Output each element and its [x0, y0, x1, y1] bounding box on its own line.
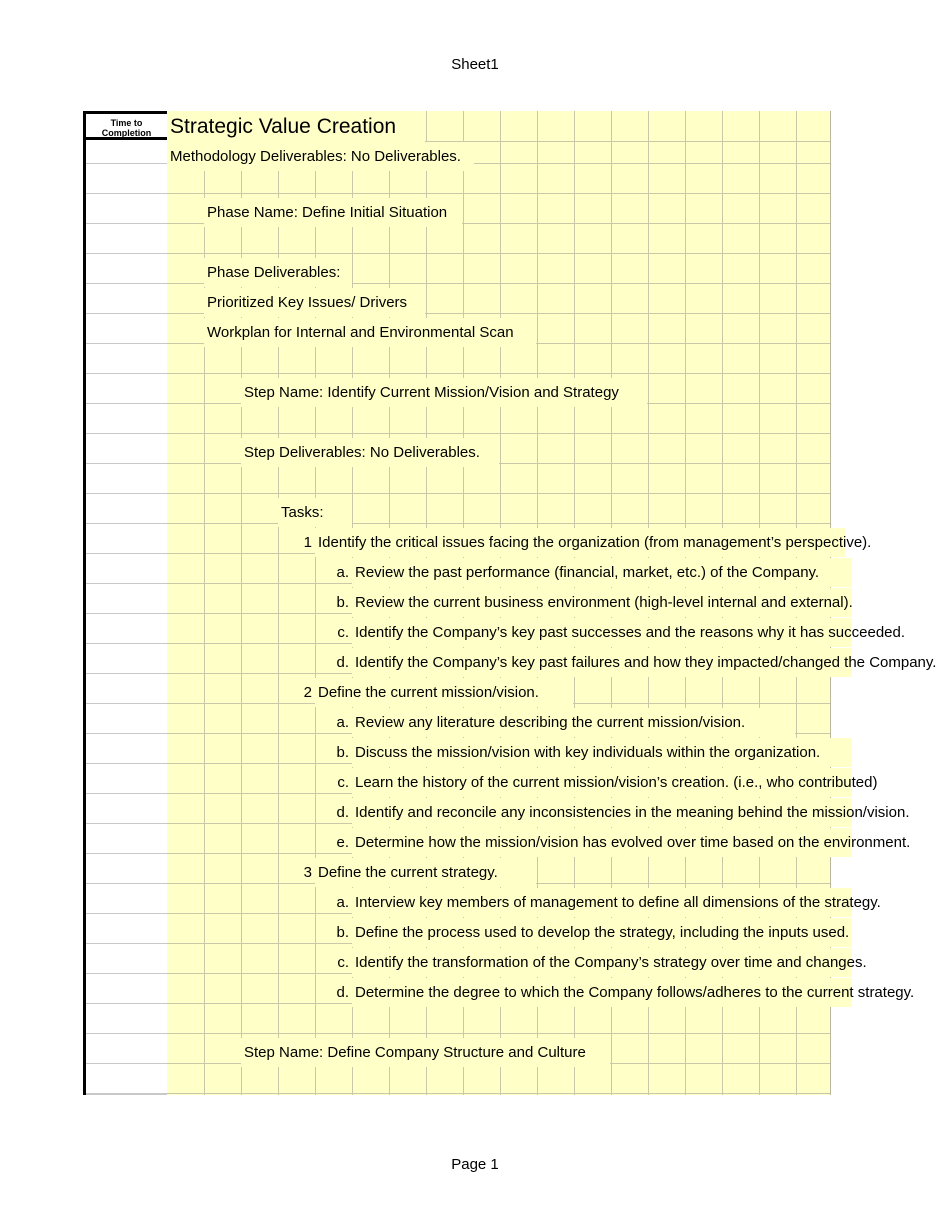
subtask-text: Learn the history of the current mission/vision’s creation. (i.e., who contributed)	[352, 768, 852, 797]
time-to-completion-cell[interactable]	[86, 142, 167, 164]
time-to-completion-cell[interactable]	[86, 224, 167, 254]
document-title: Strategic Value Creation	[167, 111, 425, 142]
tasks-label: Tasks:	[278, 498, 352, 527]
time-to-completion-cell[interactable]	[86, 464, 167, 494]
subtask-text: Review the current business environment (high-level internal and external).	[352, 588, 852, 617]
subtask-text: Identify the Company’s key past successes and the reasons why it has succeeded.	[352, 618, 852, 647]
time-to-completion-cell[interactable]	[86, 674, 167, 704]
subtask-text: Identify and reconcile any inconsistencies in the meaning behind the mission/vision.	[352, 798, 852, 827]
step-name: Step Name: Identify Current Mission/Vision and Strategy	[241, 378, 647, 407]
subtask-letter: c.	[337, 954, 349, 971]
methodology-deliverables: Methodology Deliverables: No Deliverables.	[167, 142, 474, 171]
phase-name: Phase Name: Define Initial Situation	[204, 198, 462, 227]
time-to-completion-cell[interactable]	[86, 1034, 167, 1064]
subtask-letter: c.	[337, 624, 349, 641]
task-text: Define the current mission/vision.	[315, 678, 573, 707]
subtask-letter: a.	[336, 564, 349, 581]
subtask-text: Discuss the mission/vision with key individuals within the organization.	[352, 738, 852, 767]
time-to-completion-header: Time to Completion	[86, 111, 167, 140]
phase-deliverables-label: Phase Deliverables:	[204, 258, 352, 287]
subtask-text: Review any literature describing the current mission/vision.	[352, 708, 795, 737]
time-to-completion-cell[interactable]	[86, 764, 167, 794]
time-to-completion-cell[interactable]	[86, 344, 167, 374]
time-to-completion-cell[interactable]	[86, 284, 167, 314]
time-to-completion-cell[interactable]	[86, 494, 167, 524]
task-text: Identify the critical issues facing the organization (from management’s perspective).	[315, 528, 845, 557]
step-name: Step Name: Define Company Structure and Culture	[241, 1038, 610, 1067]
time-to-completion-cell[interactable]	[86, 794, 167, 824]
subtask-text: Review the past performance (financial, market, etc.) of the Company.	[352, 558, 852, 587]
task-text: Define the current strategy.	[315, 858, 536, 887]
time-to-completion-cell[interactable]	[86, 1094, 167, 1095]
time-to-completion-cell[interactable]	[86, 644, 167, 674]
time-to-completion-column	[83, 111, 170, 1095]
task-number: 2	[303, 684, 312, 701]
task-number: 1	[303, 534, 312, 551]
subtask-letter: b.	[336, 594, 349, 611]
subtask-letter: d.	[336, 984, 349, 1001]
time-to-completion-cell[interactable]	[86, 434, 167, 464]
subtask-text: Interview key members of management to define all dimensions of the strategy.	[352, 888, 852, 917]
time-to-completion-cell[interactable]	[86, 734, 167, 764]
time-to-completion-cell[interactable]	[86, 614, 167, 644]
time-to-completion-cell[interactable]	[86, 584, 167, 614]
time-to-completion-cell[interactable]	[86, 314, 167, 344]
time-to-completion-cell[interactable]	[86, 194, 167, 224]
spreadsheet	[83, 111, 937, 1095]
time-to-completion-cell[interactable]	[86, 944, 167, 974]
subtask-text: Define the process used to develop the strategy, including the inputs used.	[352, 918, 852, 947]
time-to-completion-cell[interactable]	[86, 974, 167, 1004]
subtask-letter: e.	[336, 834, 349, 851]
time-to-completion-cell[interactable]	[86, 854, 167, 884]
sheet-name: Sheet1	[451, 56, 499, 73]
subtask-text: Identify the Company’s key past failures and how they impacted/changed the Company.	[352, 648, 852, 677]
subtask-text: Identify the transformation of the Company’s strategy over time and changes.	[352, 948, 852, 977]
time-to-completion-cell[interactable]	[86, 254, 167, 284]
subtask-letter: c.	[337, 774, 349, 791]
subtask-letter: d.	[336, 804, 349, 821]
time-to-completion-cell[interactable]	[86, 524, 167, 554]
time-to-completion-cell[interactable]	[86, 824, 167, 854]
step-deliverables: Step Deliverables: No Deliverables.	[241, 438, 499, 467]
phase-deliverable-item: Workplan for Internal and Environmental Scan	[204, 318, 536, 347]
subtask-text: Determine the degree to which the Company follows/adheres to the current strategy.	[352, 978, 852, 1007]
phase-deliverable-item: Prioritized Key Issues/ Drivers	[204, 288, 425, 317]
subtask-letter: b.	[336, 744, 349, 761]
subtask-letter: d.	[336, 654, 349, 671]
time-to-completion-cell[interactable]	[86, 1004, 167, 1034]
task-number: 3	[303, 864, 312, 881]
time-to-completion-cell[interactable]	[86, 404, 167, 434]
time-to-completion-cell[interactable]	[86, 164, 167, 194]
subtask-letter: a.	[336, 894, 349, 911]
time-to-completion-cell[interactable]	[86, 554, 167, 584]
page-number: Page 1	[451, 1156, 499, 1173]
subtask-letter: b.	[336, 924, 349, 941]
time-to-completion-cell[interactable]	[86, 374, 167, 404]
worksheet-grid[interactable]	[167, 111, 937, 1095]
time-to-completion-cell[interactable]	[86, 1064, 167, 1094]
subtask-text: Determine how the mission/vision has evolved over time based on the environment.	[352, 828, 852, 857]
time-to-completion-cell[interactable]	[86, 914, 167, 944]
time-to-completion-cell[interactable]	[86, 704, 167, 734]
time-to-completion-cell[interactable]	[86, 884, 167, 914]
subtask-letter: a.	[336, 714, 349, 731]
